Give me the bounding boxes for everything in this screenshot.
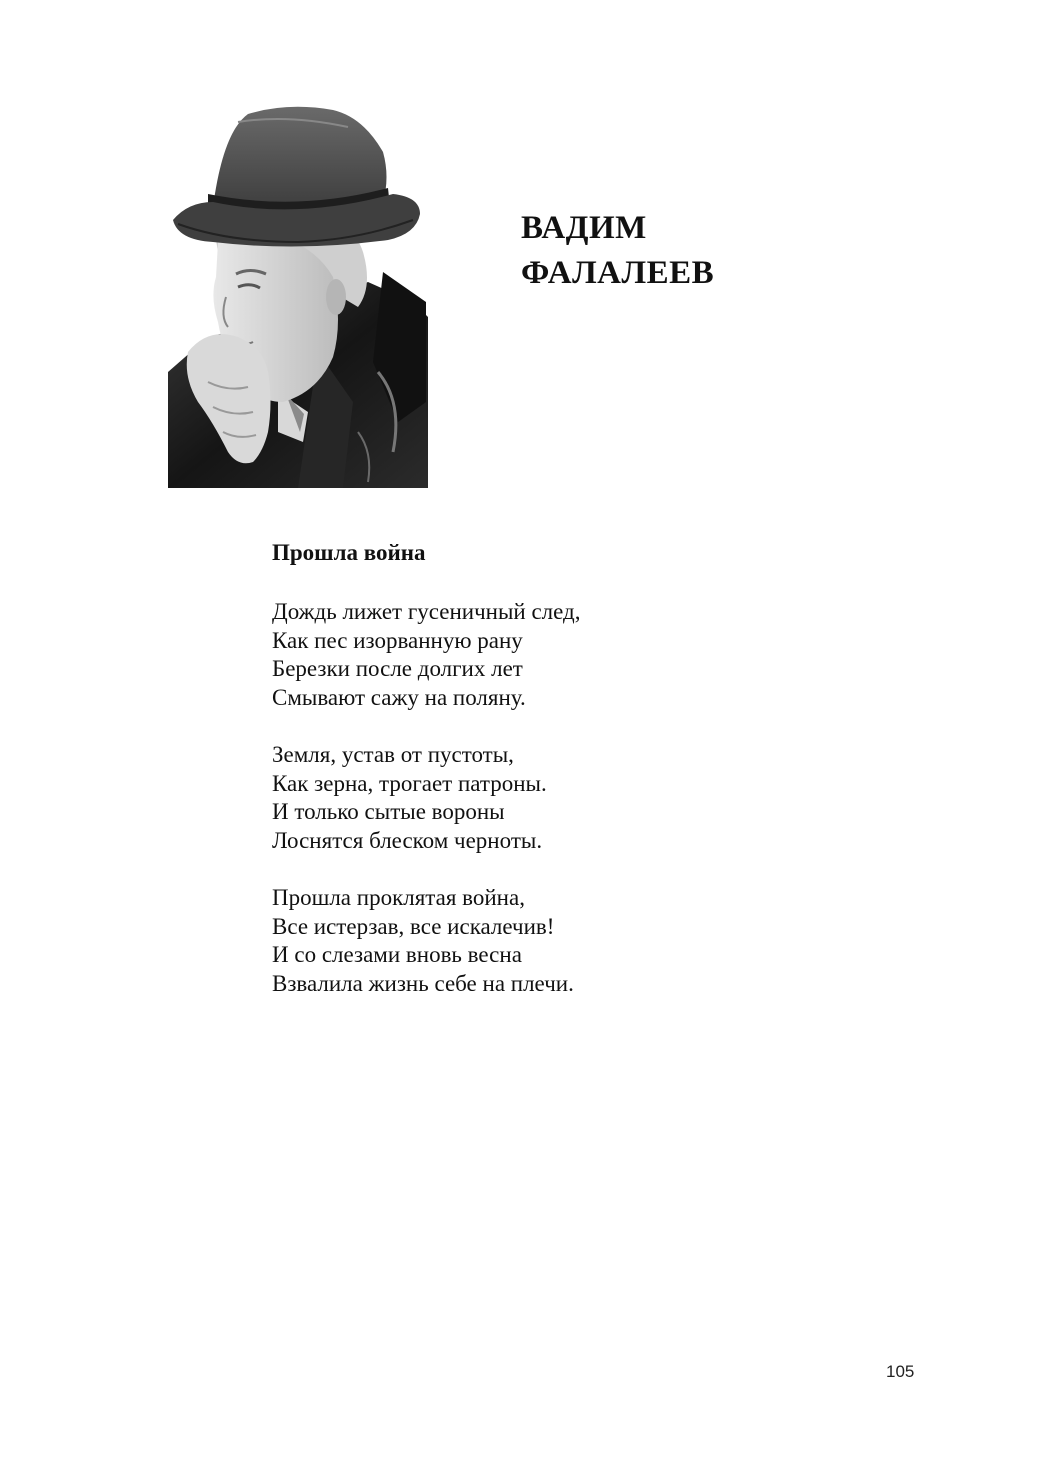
poem-line: Дождь лижет гусеничный след, — [272, 599, 581, 624]
poem-line: Смывают сажу на поляну. — [272, 684, 526, 710]
page-number: 105 — [886, 1362, 915, 1381]
poem-title: Прошла война — [272, 540, 426, 565]
poem — [272, 538, 792, 1027]
poem-line: Все истерзав, все искалечив! — [272, 913, 555, 939]
author-first-name: ВАДИМ — [521, 210, 647, 246]
poem-line: Прошла проклятая война, — [272, 885, 525, 910]
author-last-name: ФАЛАЛЕЕВ — [521, 255, 715, 291]
stanza — [272, 741, 792, 855]
poem-line: И только сытые вороны — [272, 799, 505, 824]
poem-line: Как пес изорванную рану — [272, 627, 523, 653]
stanza — [272, 598, 792, 712]
author-name — [521, 206, 714, 296]
poem-line: Взвалила жизнь себе на плечи. — [272, 970, 574, 996]
poem-line: И со слезами вновь весна — [272, 942, 522, 967]
poem-line: Как зерна, трогает патроны. — [272, 770, 547, 796]
poem-line: Березки после долгих лет — [272, 656, 523, 681]
poem-line: Лоснятся блеском черноты. — [272, 827, 543, 853]
poem-line: Земля, устав от пустоты, — [272, 742, 514, 767]
stanza — [272, 884, 792, 998]
author-portrait — [168, 102, 428, 488]
